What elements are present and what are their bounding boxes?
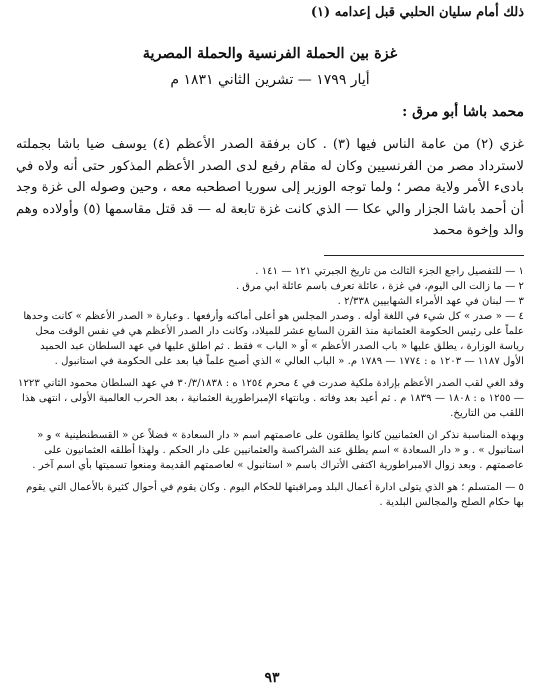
footnote-4-continued: وقد الغي لقب الصدر الأعظم بإرادة ملكية صدرت في ٤ محرم ١٢٥٤ ه : ٣٠/٣/١٨٣٨ في عهد السلطان محمود الثاني ١٢٢٣ — ١٢٥٥ ه : ١٨٠٨ — ١٨٣٩ م . ثم أعيد بعد وفاته . وبانتهاء الإمبراطورية العثمانية ، بعد الحرب العالمية الأولى ، انتهى هذا اللقب من التاريخ. — [17, 377, 524, 419]
footnote-3: ٣ — لبنان في عهد الأمراء الشهابيين ٢/٣٣٨ . — [337, 295, 524, 307]
section-title: غزة بين الحملة الفرنسية والحملة المصرية — [142, 45, 398, 62]
footnotes — [16, 264, 524, 510]
page-number: ٩٣ — [264, 670, 280, 686]
footnote-divider — [324, 255, 524, 256]
footnote-1: ١ — للتفصيل راجع الجزء الثالث من تاريخ الجبرتي ١٢١ — ١٤١ . — [255, 265, 524, 277]
footnote-4: ٤ — « صدر » كل شيء في اللغة أوله . وصدر المجلس هو أعلى أماكنه وأرفعها . وعبارة « الصدر الأعظم » كانت وحدها علماً على رئيس الحكومة العثمانية منذ القرن السابع عشر للميلاد، وكانت دار الصدر الأعظم هي في نفس الوقت محل رياسة الوزارة ، يطلق عليها « باب الصدر الأعظم » أو « الباب » فقط . ثم اطلق عليها في عهد السلطان عبد الحميد الأول ١١٨٧ — ١٢٠٣ ه : ١٧٧٤ — ١٧٨٩ م. « الباب العالي » الذي أصبح علماً فيا بعد على الحكومة في استانبول . — [23, 310, 524, 367]
date-line: أيار ١٧٩٩ — تشرين الثاني ١٨٣١ م — [170, 72, 370, 88]
body-paragraph: غزي (٢) من عامة الناس فيها (٣) . كان برفقة الصدر الأعظم (٤) يوسف ضيا باشا بجملته لاسترداد مصر من الفرنسيين وكان له مقام رفيع لدى الصدر الأعظم المذكور حتى أنه ولاه في بادىء الأمر ولاية مصر ؛ ولما توجه الوزير إلى سوريا اصطحبه معه ، وحين وصوله الى غزة وجد أن أحمد باشا الجزار والي عكا — الذي كانت غزة تابعة له — قد قتل مقاسمها (٥) وأولاده وهم والد وإخوة محمد — [16, 137, 524, 238]
footnote-4-note: وبهذه المناسبة نذكر ان العثمانيين كانوا يطلقون على عاصمتهم اسم « دار السعادة » فضلاً عن « القسطنطينية » و « استانبول » . و « دار السعادة » اسم يطلق عند الشراكسة والعثمانيين على دار الحكم . ولهذا أطلقه العثمانيون على عاصمتهم . وبعد زوال الامبراطورية اكتفى الأتراك باسم « استانبول » لعاصمتهم القديمة ومنعوا تسميتها بأي اسم آخر . — [32, 429, 524, 471]
footnote-2: ٢ — ما زالت الى اليوم، في غزة ، عائلة تعرف باسم عائلة ابي مرق . — [235, 280, 524, 292]
footnote-5: ٥ — المتسلم ؛ هو الذي يتولى ادارة أعمال البلد ومراقبتها للحكام اليوم . وكان يقوم في أحوال كثيرة بالأعمال التي يقوم بها حكام الصلح والمجالس البلدية . — [26, 481, 524, 508]
header-line: ذلك أمام سليان الحلبي قبل إعدامه (١) — [310, 5, 524, 20]
subheading: محمد باشا أبو مرق : — [402, 104, 524, 120]
